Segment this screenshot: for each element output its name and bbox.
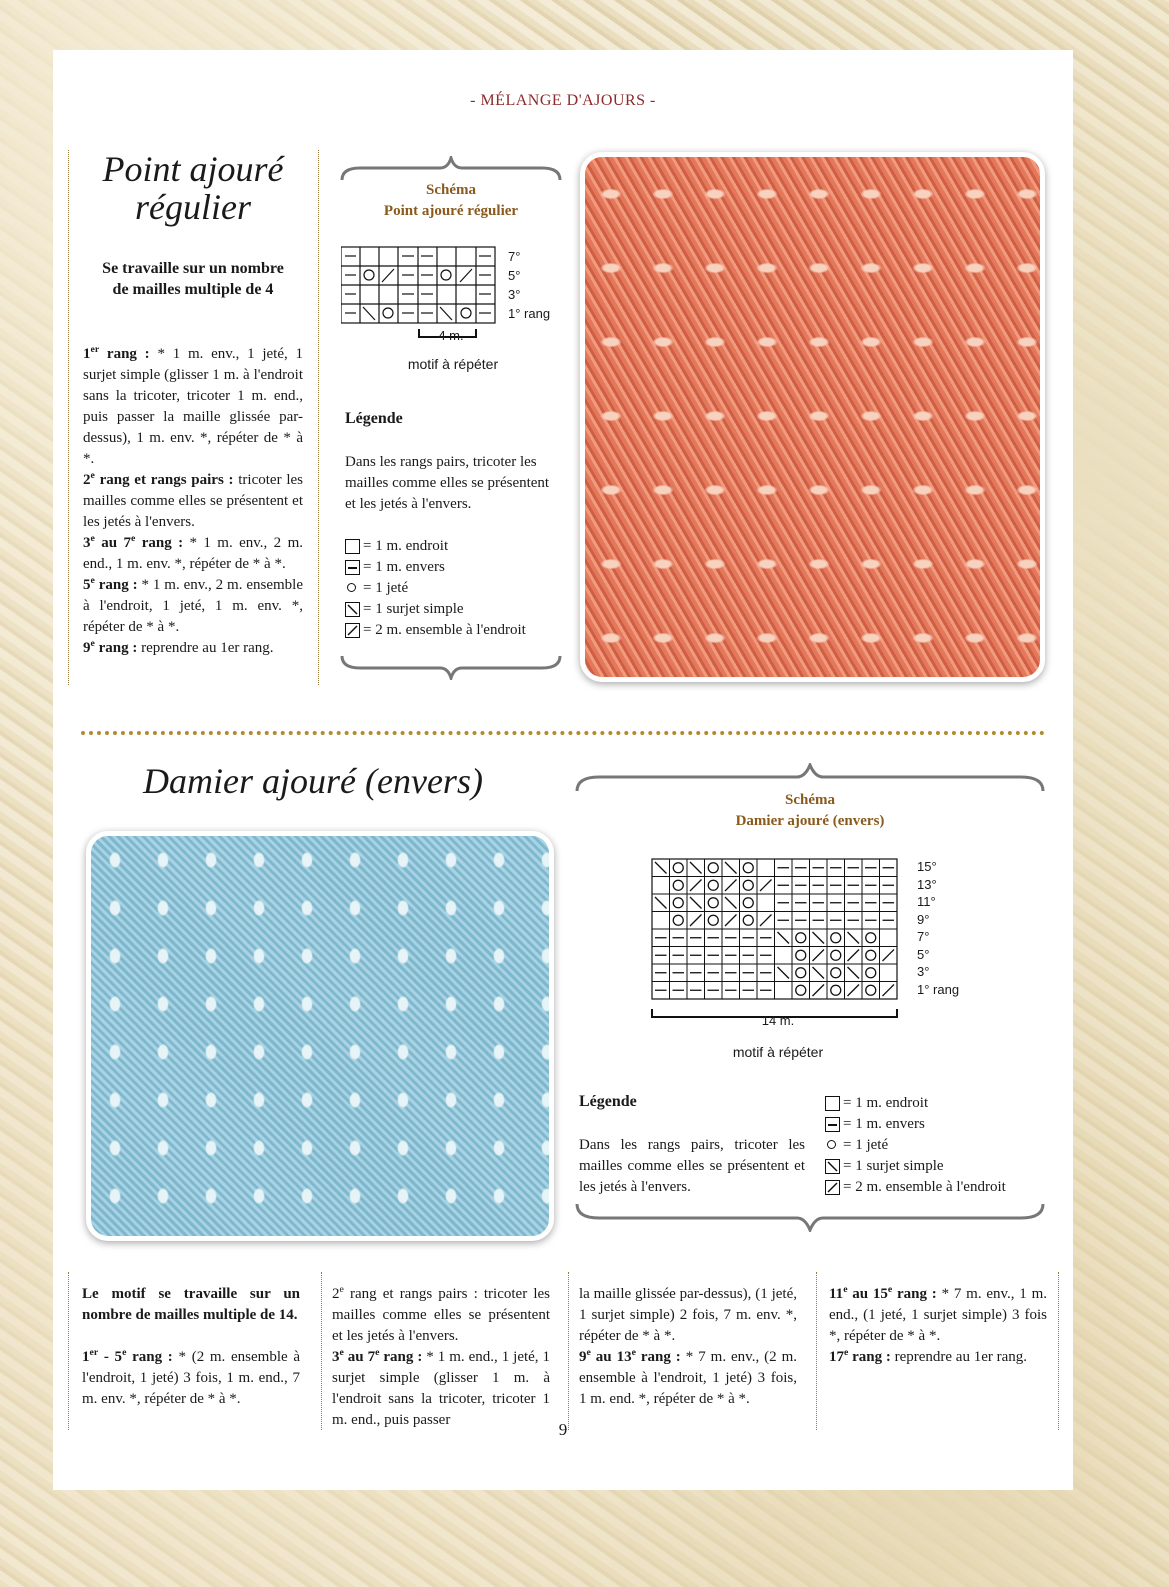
chart1-repeat-label: motif à répéter [407,356,499,372]
row-instruction: 3e au 7e rang : * 1 m. env., 2 m. end., 1 m. env. *, répéter de * à *. [83,533,303,572]
bottom-brace [575,1202,1045,1232]
k2tog-stitch [690,880,702,892]
yarn-over-stitch [866,933,876,943]
yarn-over-stitch [743,880,753,890]
k2tog-stitch [813,985,825,997]
section-separator [81,731,1045,735]
row-instruction: 5e rang : * 1 m. env., 2 m. ensemble à l'endroit, 1 jeté, 1 m. env. *, répéter de * à *. [83,575,303,635]
legend1-title: Légende [345,410,403,427]
k2tog-stitch [813,950,825,962]
swatch-photo-point-ajoure [580,152,1045,682]
bottom-brace [340,654,562,680]
chart2-repeat-label: motif à répéter [732,1044,824,1060]
yarn-over-stitch [673,880,683,890]
slip-decrease-stitch [778,967,790,979]
yarn-over-stitch [831,950,841,960]
yarn-over-stitch [673,898,683,908]
legend2-text: Dans les rangs pairs, tricoter les mailles comme elles se présentent et les jetés à l'envers. [579,1137,805,1195]
page [53,50,1073,1490]
slip-decrease-stitch [655,897,667,909]
section1-instructions [83,344,303,659]
slip-decrease-stitch [778,932,790,944]
yarn-over-icon [825,1138,840,1153]
legend2-title: Légende [579,1093,637,1110]
k2tog-stitch [725,915,737,927]
yarn-over-stitch [866,968,876,978]
column-divider [318,150,319,685]
column-divider [68,1272,69,1430]
slip-decrease-stitch [848,967,860,979]
page-number: 9 [558,1420,568,1439]
slip-decrease-stitch [725,862,737,874]
section2-col3: la maille glissée par-dessus), (1 jeté, 1 surjet simple) 2 fois, 7 m. env. *, répéter de * à *. 9e au 13e rang : * 7 m. env., (2 m. ensemble à l'endroit, 1 jeté) 3 fois, 1 m. end. *, répéter de * à *. [579,1286,798,1407]
k2tog-stitch [760,880,772,892]
top-brace [340,156,562,182]
section1-title: Point ajouré régulier [102,149,284,227]
swatch-photo-damier [86,831,554,1241]
slip-decrease-icon [825,1159,840,1174]
k2tog-stitch [725,880,737,892]
column-divider [1058,1272,1059,1430]
yarn-over-stitch [831,933,841,943]
schema1-heading: Schéma Point ajouré régulier [383,182,519,219]
column-divider [568,1272,569,1430]
legend2-list: = 1 m. endroit = 1 m. envers = 1 jeté = 1 surjet simple = 2 m. ensemble à l'endroit [825,1093,1006,1198]
yarn-over-stitch [708,915,718,925]
section2-col1: Le motif se travaille sur un nombre de mailles multiple de 14. 1er - 5e rang : * (2 m. ensemble à l'endroit, 1 jeté) 3 fois, 1 m. end., 7 m. env. *, répéter de * à *. [82,1286,301,1407]
yarn-over-stitch [796,933,806,943]
section1-subtitle: Se travaille sur un nombre de mailles multiple de 4 [102,260,284,298]
purl-symbol-icon [825,1117,840,1132]
k2tog-stitch [883,950,895,962]
yarn-over-stitch [866,985,876,995]
k2tog-icon [345,623,360,638]
yarn-over-stitch [831,985,841,995]
row-instruction: 1er rang : * 1 m. env., 1 jeté, 1 surjet simple (glisser 1 m. à l'endroit sans la tricoter, tricoter 1 m. end., puis passer la maille glissée par-dessus), 1 m. env. *, répéter de * à *. [83,344,303,467]
top-brace [575,763,1045,793]
knit-symbol-icon [345,539,360,554]
yarn-over-stitch [796,985,806,995]
yarn-over-stitch [796,968,806,978]
yarn-over-stitch [831,968,841,978]
column-divider [68,150,69,685]
stitch-chart-2 [651,858,913,1038]
slip-decrease-stitch [725,897,737,909]
slip-decrease-stitch [690,897,702,909]
slip-decrease-stitch [813,967,825,979]
row-instruction: 2e rang et rangs pairs : tricoter les mailles comme elles se présentent et les jetés à l'envers. [83,470,303,530]
slip-decrease-icon [345,602,360,617]
yarn-over-stitch [708,863,718,873]
section2-title: Damier ajouré (envers) [143,761,483,801]
yarn-over-stitch [743,915,753,925]
yarn-over-stitch [708,880,718,890]
yarn-over-stitch [673,915,683,925]
chart1-row-labels: 7° 5° 3° 1° rang [508,249,551,321]
yarn-over-stitch [708,898,718,908]
chart2-repeat-count: 14 m. [761,1013,795,1028]
section2-col4: 11e au 15e rang : * 7 m. env., 1 m. end., (1 jeté, 1 surjet simple) 3 fois *, répéter de * à *. 17e rang : reprendre au 1er rang. [829,1284,1048,1365]
k2tog-stitch [848,985,860,997]
k2tog-stitch [760,915,772,927]
yarn-over-icon [345,581,360,596]
k2tog-stitch [883,985,895,997]
purl-symbol-icon [345,560,360,575]
chart1-repeat-count: 4 m. [438,328,464,343]
yarn-over-stitch [866,950,876,960]
page-header: - MÉLANGE D'AJOURS - [470,92,656,109]
yarn-over-stitch [743,863,753,873]
slip-decrease-stitch [655,862,667,874]
k2tog-stitch [690,915,702,927]
column-divider [321,1272,322,1430]
k2tog-stitch [848,950,860,962]
slip-decrease-stitch [813,932,825,944]
slip-decrease-stitch [848,932,860,944]
yarn-over-stitch [796,950,806,960]
k2tog-icon [825,1180,840,1195]
column-divider [816,1272,817,1430]
legend1-text: Dans les rangs pairs, tricoter les mailles comme elles se présentent et les jetés à l'envers. [345,454,550,512]
yarn-over-stitch [673,863,683,873]
section2-col2: 2e rang et rangs pairs : tricoter les mailles comme elles se présentent et les jetés à l'envers. 3e au 7e rang : * 1 m. end., 1 jeté, 1 surjet simple (glisser 1 m. à l'endroit sans la tricoter, tricoter 1 m. end., puis passer [332,1284,551,1428]
chart2-row-labels: 15° 13° 11° 9° 7° 5° 3° 1° rang [917,859,960,997]
slip-decrease-stitch [690,862,702,874]
knit-symbol-icon [825,1096,840,1111]
yarn-over-stitch [743,898,753,908]
schema2-heading: Schéma Damier ajouré (envers) [735,792,885,829]
legend1-list: = 1 m. endroit = 1 m. envers = 1 jeté = 1 surjet simple = 2 m. ensemble à l'endroit [345,536,526,641]
row-instruction: 9e rang : reprendre au 1er rang. [83,638,274,656]
